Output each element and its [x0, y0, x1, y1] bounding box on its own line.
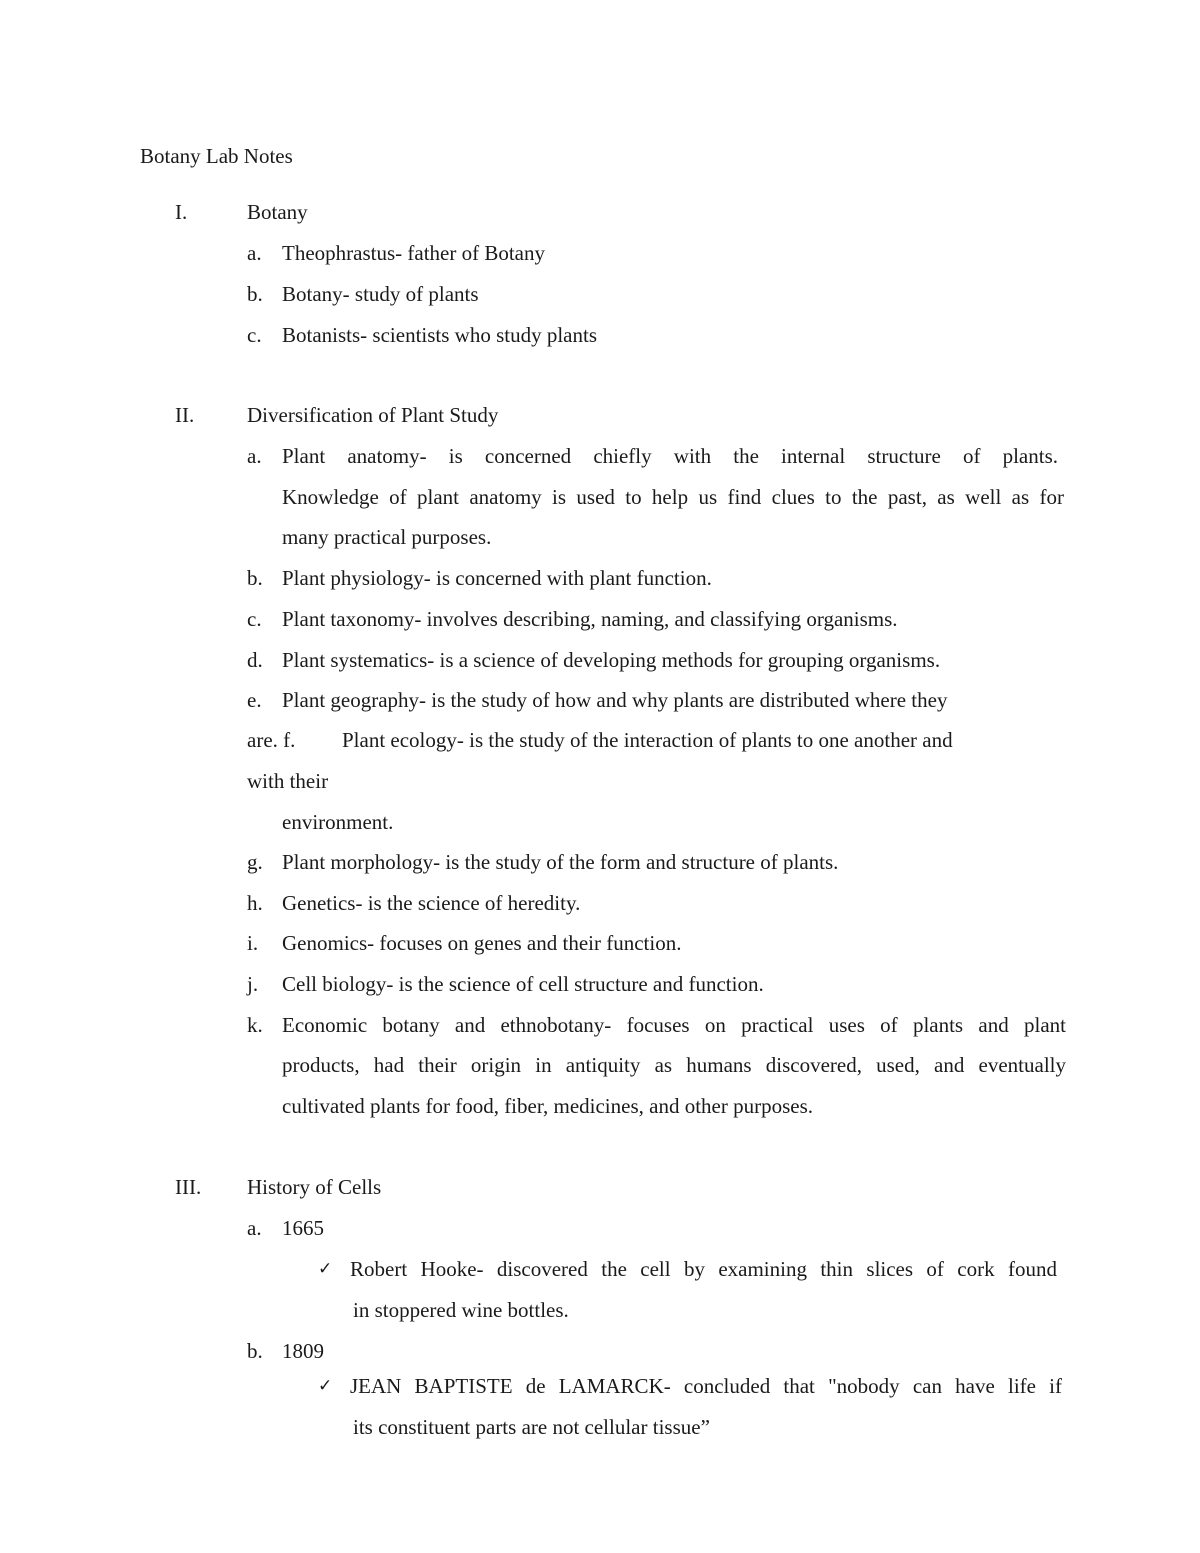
item-marker: g. [247, 850, 263, 874]
item-text: Botany- study of plants [282, 282, 479, 306]
item-text: Theophrastus- father of Botany [282, 241, 546, 265]
item-text: Botanists- scientists who study plants [282, 323, 597, 347]
item-marker: a. [247, 1216, 262, 1240]
item-text-line: cultivated plants for food, fiber, medicines, and other purposes. [282, 1094, 814, 1118]
item-text-line: many practical purposes. [282, 525, 492, 549]
item-text: Cell biology- is the science of cell structure and function. [282, 972, 764, 996]
item-marker: b. [247, 282, 263, 306]
item-text: Plant taxonomy- involves describing, naming, and classifying organisms. [282, 607, 898, 631]
item-text-line: Plant ecology- is the study of the interaction of plants to one another and [342, 728, 953, 752]
section-heading: Botany [247, 200, 308, 224]
item-text-line: Plant geography- is the study of how and why plants are distributed where they [282, 688, 948, 712]
section-heading: History of Cells [247, 1175, 382, 1199]
item-marker: i. [247, 931, 259, 955]
item-text-line: Knowledge of plant anatomy is used to help us find clues to the past, as well as for [282, 485, 1064, 509]
item-marker: c. [247, 323, 262, 347]
sub-item-text: JEAN BAPTISTE de LAMARCK- concluded that "nobody can have life if [350, 1374, 1062, 1398]
item-text: Genomics- focuses on genes and their function. [282, 931, 682, 955]
sub-item-text: Robert Hooke- discovered the cell by examining thin slices of cork found [350, 1257, 1057, 1281]
item-marker: a. [247, 444, 262, 468]
item-text-line: with their [247, 769, 329, 793]
item-marker: d. [247, 648, 263, 672]
item-marker: e. [247, 688, 262, 712]
item-text-line: products, had their origin in antiquity as humans discovered, used, and eventually [282, 1053, 1066, 1077]
sub-item-text: its constituent parts are not cellular tissue” [353, 1415, 710, 1439]
section-numeral: II. [175, 403, 195, 427]
item-text-line: are. f. [247, 728, 296, 752]
item-marker: h. [247, 891, 263, 915]
sub-item-text: in stoppered wine bottles. [353, 1298, 569, 1322]
item-text: Plant physiology- is concerned with plant function. [282, 566, 712, 590]
item-text-line: environment. [282, 810, 394, 834]
document-title: Botany Lab Notes [140, 144, 293, 168]
section-numeral: I. [175, 200, 188, 224]
item-marker: j. [247, 972, 259, 996]
section-heading: Diversification of Plant Study [247, 403, 499, 427]
item-text: Plant morphology- is the study of the form and structure of plants. [282, 850, 839, 874]
item-marker: b. [247, 566, 263, 590]
item-text: Plant systematics- is a science of developing methods for grouping organisms. [282, 648, 941, 672]
item-marker: k. [247, 1013, 263, 1037]
item-marker: c. [247, 607, 262, 631]
section-numeral: III. [175, 1175, 202, 1199]
item-text-line: Economic botany and ethnobotany- focuses on practical uses of plants and plant [282, 1013, 1066, 1037]
item-text: 1665 [282, 1216, 324, 1240]
item-text: Genetics- is the science of heredity. [282, 891, 581, 915]
item-text: 1809 [282, 1339, 324, 1363]
checkmark-icon: ✓ [318, 1376, 333, 1396]
checkmark-icon: ✓ [318, 1259, 333, 1279]
item-marker: b. [247, 1339, 263, 1363]
item-marker: a. [247, 241, 262, 265]
item-text-line: Plant anatomy- is concerned chiefly with the internal structure of plants. [282, 444, 1058, 468]
